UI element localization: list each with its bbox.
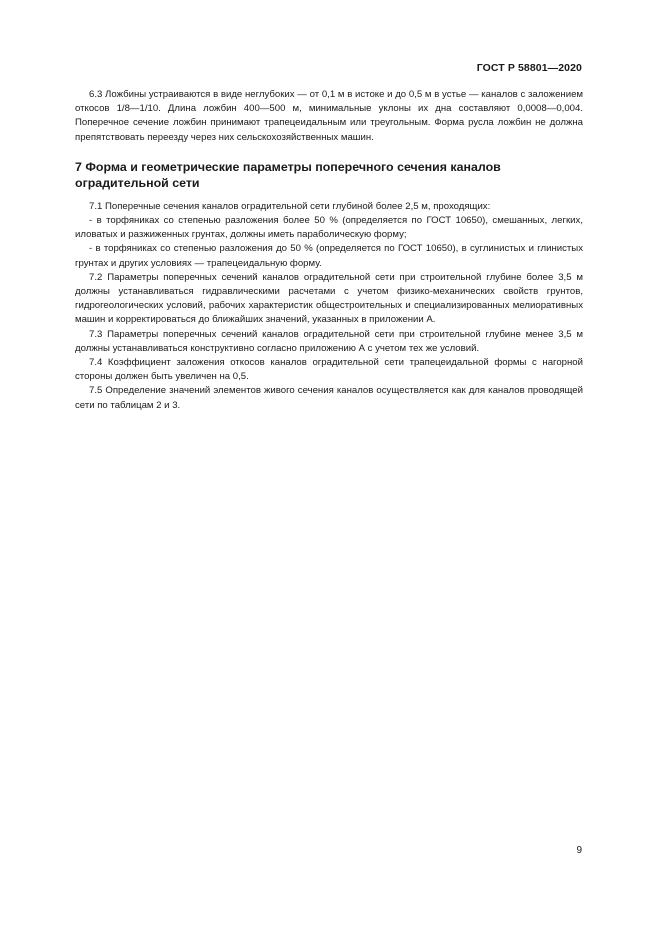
document-code-header: ГОСТ Р 58801—2020 (476, 62, 582, 74)
paragraph-7-4: 7.4 Коэффициент заложения откосов каналов оградительной сети трапецеидальной формы с нагорной стороны должен быть увеличен на 0,5. (75, 357, 583, 383)
paragraph-7-5: 7.5 Определение значений элементов живого сечения каналов осуществляется как для каналов проводящей сети по таблицам 2 и 3. (75, 385, 583, 411)
page-content (75, 88, 583, 413)
paragraph-7-3: 7.3 Параметры поперечных сечений каналов оградительной сети при строительной глубине менее 3,5 м должны устанавливаться конструктивно согласно приложению А с учетом тех же условий. (75, 328, 583, 354)
paragraph-7-2: 7.2 Параметры поперечных сечений каналов оградительной сети при строительной глубине более 3,5 м должны устанавливаться гидравлическими расчетами с учетом физико-механических свойств грунтов, гидрогеологических условий, рабочих характеристик общестроительных и специализированных мелиоративных машин и корректироваться до ближайших значений, указанных в приложении А. (75, 271, 583, 326)
list-item-dash-1: - в торфяниках со степенью разложения более 50 % (определяется по ГОСТ 10650), смешанных, легких, иловатых и разжиженных грунтах, должны иметь параболическую форму; (75, 215, 583, 241)
paragraph-6-3: 6.3 Ложбины устраиваются в виде неглубоких — от 0,1 м в истоке и до 0,5 м в устье — каналов с заложением откосов 1/8—1/10. Длина ложбин 400—500 м, минимальные уклоны их дна составляют 0,0008—0,004. Поперечное сечение ложбин принимают трапецеидальным или треугольным. Форма русла ложбин не должна препятствовать переезду через них сельскохозяйственных машин. (75, 89, 583, 143)
paragraph-7-1: 7.1 Поперечные сечения каналов оградительной сети глубиной более 2,5 м, проходящих: (89, 200, 491, 212)
page-number: 9 (576, 845, 582, 856)
list-item-dash-2: - в торфяниках со степенью разложения до 50 % (определяется по ГОСТ 10650), в суглинистых и глинистых грунтах и других условиях — трапецеидальную форму. (75, 243, 583, 269)
section-7-heading: 7 Форма и геометрические параметры поперечного сечения каналов оградительной сети (75, 159, 501, 190)
